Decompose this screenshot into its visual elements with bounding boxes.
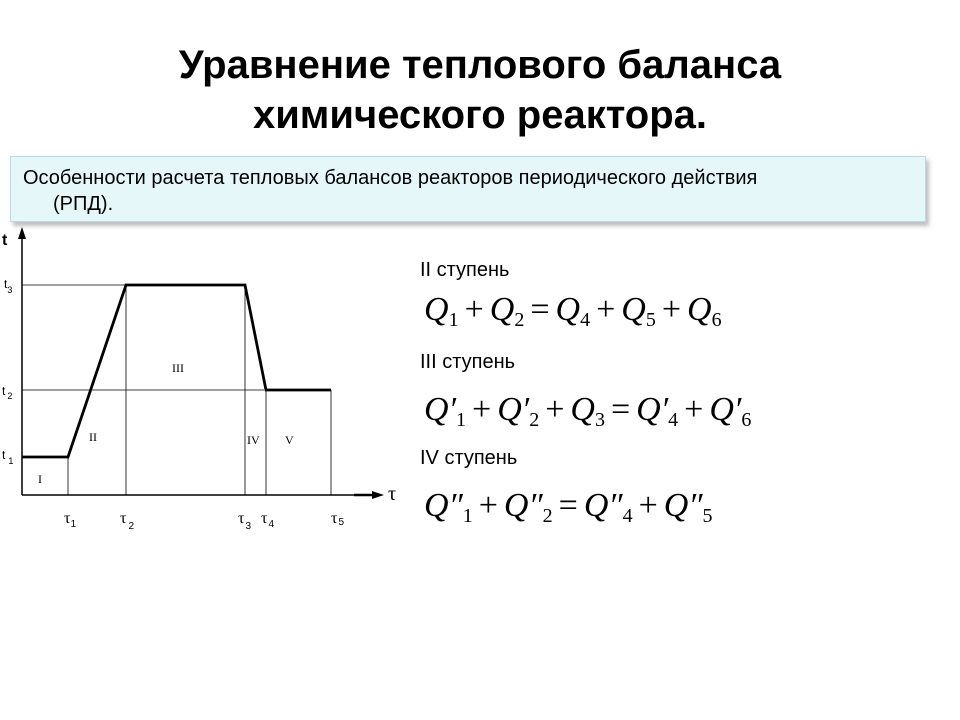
x-tick-tau3: $\tau_3$: [238, 510, 251, 532]
region-label-4: IV: [247, 433, 260, 447]
eq4-term-q2: $Q''_2$: [503, 487, 553, 527]
y-axis-label: t: [2, 232, 8, 249]
y-tick-t1: t $_1$: [2, 448, 14, 466]
y-tick-t3: $t_3$: [4, 277, 13, 295]
temperature-time-diagram: [0, 225, 420, 545]
subtitle-box: [10, 156, 926, 222]
region-label-1: I: [38, 472, 42, 486]
title-line-1: Уравнение теплового баланса: [178, 43, 782, 87]
stage-4-label: IV ступень: [420, 447, 518, 469]
subtitle-line-2: (РПД).: [53, 193, 114, 215]
region-label-5: V: [285, 433, 294, 447]
title-line-2: химического реактора.: [252, 93, 708, 137]
eq2-term-q6: $Q_6$: [687, 291, 722, 331]
eq4-term-q1: $Q''_1$: [424, 487, 473, 527]
x-tick-tau4: $\tau_4$: [261, 510, 274, 530]
x-tick-tau1: $\tau_1$: [64, 510, 76, 530]
x-tick-tau5: τ5: [331, 510, 344, 528]
page-title: [0, 40, 960, 140]
x-axis-label: τ: [388, 483, 397, 505]
eq3-term-q4: $Q'_4$: [636, 391, 679, 431]
eq3-term-q2: $Q'_2$: [497, 391, 540, 431]
region-label-2: II: [89, 430, 97, 444]
eq3-term-q3: $Q_3$: [570, 391, 605, 431]
equation-stage-3: $Q'_1 + Q'_2 + Q_3 = Q'_4 + Q'_6$: [424, 391, 752, 431]
eq3-term-q6: $Q'_6$: [709, 391, 752, 431]
y-axis-arrow: [18, 227, 26, 239]
equation-stage-4: $Q''_1 + Q''_2 = Q''_4 + Q''_5$: [424, 487, 713, 527]
subtitle-line-1: Особенности расчета тепловых балансов реакторов периодического действия: [23, 167, 758, 189]
eq4-term-q5: $Q''_5$: [663, 487, 713, 527]
eq2-term-q2: $Q_2$: [489, 291, 525, 331]
eq2-term-q4: $Q_4$: [555, 291, 591, 331]
stage-3-label: III ступень: [420, 351, 516, 373]
eq2-term-q5: $Q_5$: [621, 291, 656, 331]
x-tick-tau2: τ $_2$: [120, 510, 134, 532]
equation-stage-2: $Q_1 + Q_2 = Q_4 + Q_5 + Q_6$: [424, 291, 722, 331]
x-axis-arrow: [372, 491, 384, 499]
eq3-term-q1: $Q'_1$: [424, 391, 466, 431]
subtitle-text: [23, 165, 913, 217]
stage-2-label: II ступень: [420, 259, 510, 281]
y-tick-t2: t $_2$: [2, 384, 13, 401]
region-label-3: III: [172, 361, 184, 375]
eq4-term-q4: $Q''_4$: [583, 487, 633, 527]
eq2-term-q1: $Q_1$: [424, 291, 459, 331]
